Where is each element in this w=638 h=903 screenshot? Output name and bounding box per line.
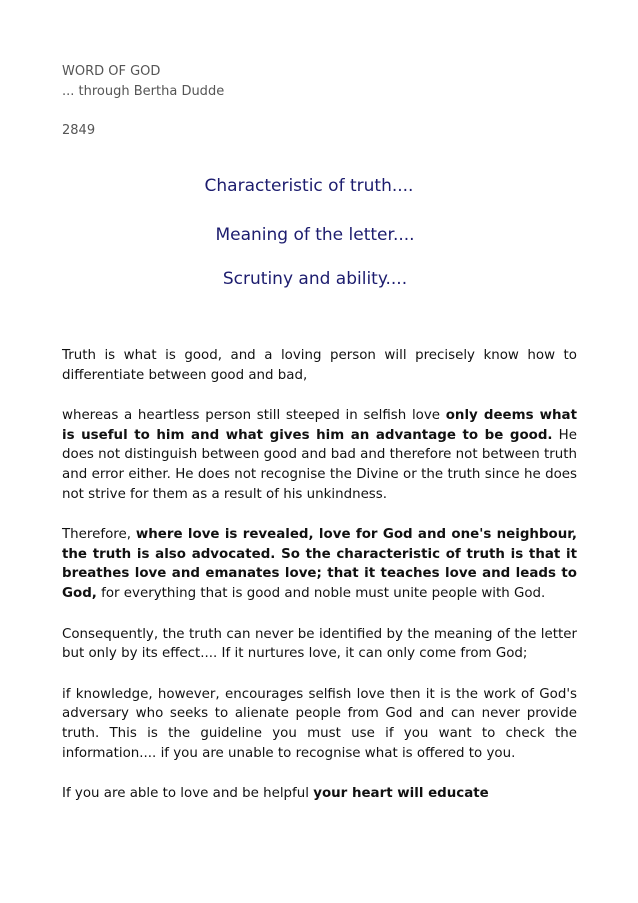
paragraph-3-text-a: Therefore, xyxy=(62,527,136,543)
paragraph-4: Consequently, the truth can never be identified by the meaning of the letter but only by its effect.... If it nurtures love, it can only come from God; xyxy=(62,626,577,662)
document-header xyxy=(62,62,224,141)
paragraph-5: if knowledge, however, encourages selfish love then it is the work of God's adversary who seeks to alienate people from God and can never provide truth. This is the guideline you must use if you want to check the information.... if you are unable to recognise what is offered to you. xyxy=(62,686,577,761)
message-number: 2849 xyxy=(62,123,96,138)
subtitle-meaning-of-letter: Meaning of the letter.... xyxy=(215,225,415,245)
header-author-line: ... through Bertha Dudde xyxy=(62,84,225,99)
paragraph-3-text-c: for everything that is good and noble must unite people with God. xyxy=(96,585,546,601)
paragraph-3 xyxy=(62,525,577,603)
page-title: Characteristic of truth.... xyxy=(204,176,414,196)
paragraph-2-bold: only deems what is useful to him and what gives him an advantage to be good. xyxy=(62,408,577,443)
subtitle-scrutiny-and-ability: Scrutiny and ability.... xyxy=(222,269,408,289)
header-source-title: WORD OF GOD xyxy=(62,64,161,79)
paragraph-6-bold: your heart will educate xyxy=(313,786,489,802)
document-body xyxy=(62,346,577,804)
paragraph-1: Truth is what is good, and a loving person will precisely know how to differentiate between good and bad, xyxy=(62,348,577,383)
paragraph-3-bold: where love is revealed, love for God and one's neighbour, the truth is also advocated. So the characteristic of truth is that it breathes love and emanates love; that it teaches love and leads to God, xyxy=(62,527,577,601)
paragraph-2-text-a: whereas a heartless person still steeped in selfish love xyxy=(62,408,446,424)
paragraph-2 xyxy=(62,406,577,504)
paragraph-2-text-c: He does not distinguish between good and bad and therefore not between truth and error either. He does not recognise the Divine or the truth since he does not strive for them as a result of his unkindness. xyxy=(62,427,577,502)
paragraph-6-text-a: If you are able to love and be helpful xyxy=(62,786,314,802)
paragraph-6 xyxy=(62,784,577,804)
